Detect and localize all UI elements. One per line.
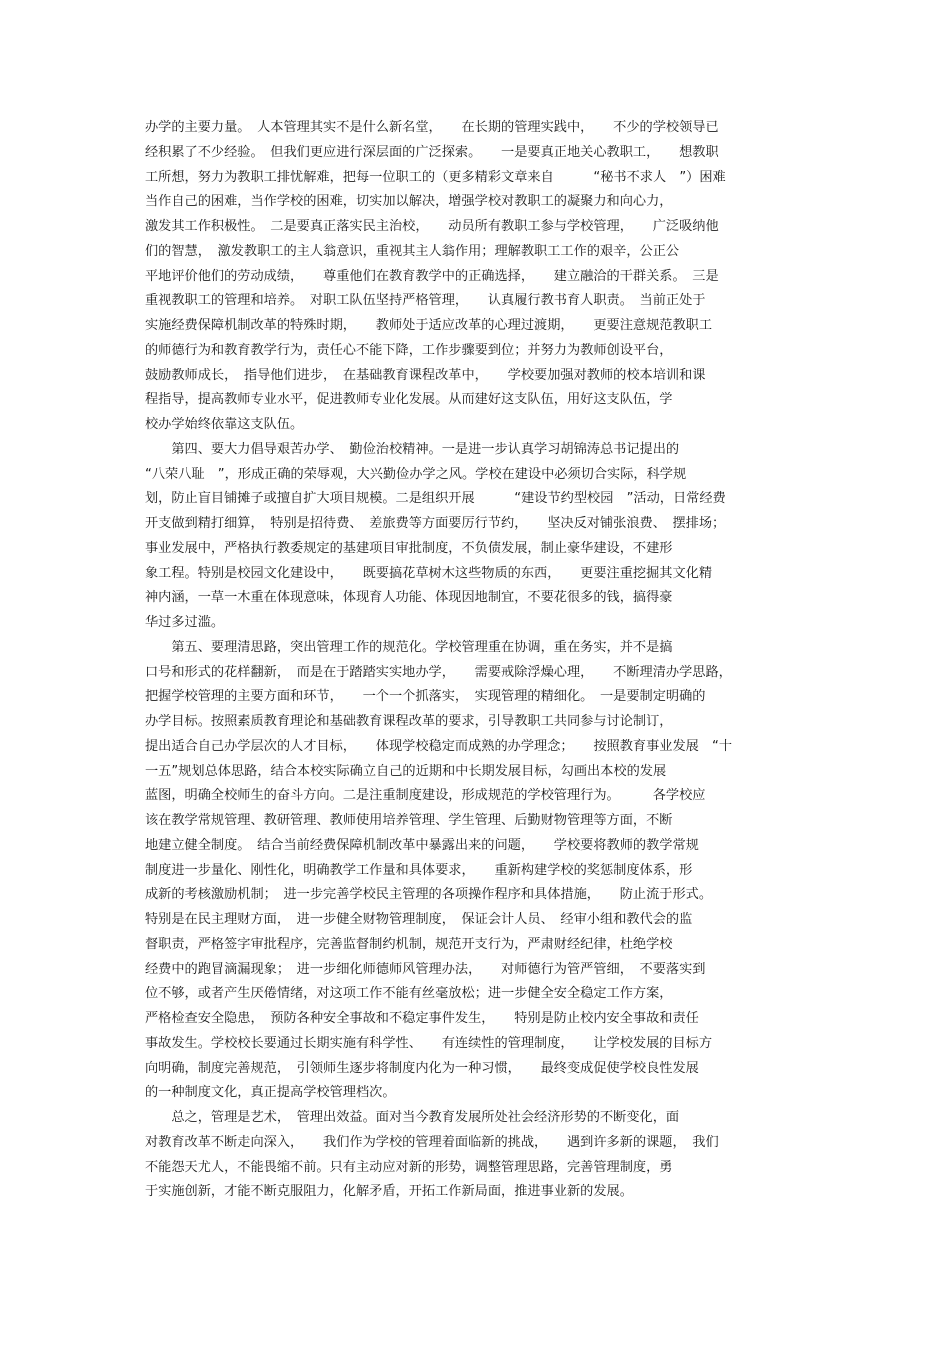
text-line: 口号和形式的花样翻新， 而是在于踏踏实实地办学， 需要戒除浮燥心理， 不断理清办学思路， [145,664,732,680]
text-line: 重视教职工的管理和培养。 对职工队伍坚持严格管理， 认真履行教书育人职责。 当前正处于 [145,293,706,309]
text-line: 神内涵，一草一木重在体现意味，体现育人功能、体现因地制宜，不要花很多的钱，搞得豪 [145,590,673,606]
text-line: 校办学始终依靠这支队伍。 [145,417,304,432]
text-line: 严格检查安全隐患， 预防各种安全事故和不稳定事件发生， 特别是防止校内安全事故和责任 [145,1011,699,1026]
text-line: 制度进一步量化、刚性化，明确教学工作量和具体要求， 重新构建学校的奖惩制度体系，形 [145,862,693,878]
text-line: 工所想，努力为教职工排忧解难，把每一位职工的（更多精彩文章来自 “秘书不求人 ”）困难 [145,169,726,185]
text-line: 特别是在民主理财方面， 进一步健全财物管理制度， 保证会计人员、 经审小组和教代会的监 [145,912,693,927]
text-line: 划，防止盲目铺摊子或擅自扩大项目规模。二是组织开展 “建设节约型校园 ”活动，日常经费 [145,491,726,507]
document-body [145,116,810,1205]
text-line: 地建立健全制度。 结合当前经费保障机制改革中暴露出来的问题， 学校要将教师的教学常规 [145,837,699,853]
text-line: 提出适合自己办学层次的人才目标， 体现学校稳定而成熟的办学理念； 按照教育事业发展 “十 [145,738,733,754]
text-line: 蓝图，明确全校师生的奋斗方向。二是注重制度建设，形成规范的学校管理行为。 各学校应 [145,788,706,804]
text-line: 实施经费保障机制改革的特殊时期， 教师处于适应改革的心理过渡期， 更要注意规范教职工 [145,318,713,333]
text-line: 华过多过滥。 [145,615,225,630]
text-line: 鼓励教师成长， 指导他们进步， 在基础教育课程改革中， 学校要加强对教师的校本培训和课 [145,367,706,383]
text-line: 办学目标。按照素质教育理论和基础教育课程改革的要求，引导教职工共同参与讨论制订， [145,714,673,729]
text-line: 经费中的跑冒滴漏现象； 进一步细化师德师风管理办法， 对师德行为管严管细， 不要落实到 [145,961,706,977]
text-line: “八荣八耻 ”，形成正确的荣辱观，大兴勤俭办学之风。学校在建设中必须切合实际，科学规 [145,466,687,482]
text-line: 程指导，提高教师专业水平，促进教师专业化发展。从而建好这支队伍，用好这支队伍，学 [145,392,673,408]
text-line: 激发其工作积极性。 二是要真正落实民主治校， 动员所有教职工参与学校管理， 广泛吸纳他 [145,219,719,234]
text-line: 位不够，或者产生厌倦情绪，对这项工作不能有丝毫放松；进一步健全安全稳定工作方案， [145,986,673,1002]
text-line: 经积累了不少经验。 但我们更应进行深层面的广泛探索。 一是要真正地关心教职工， 想教职 [145,144,719,160]
text-line: 该在教学常规管理、教研管理、教师使用培养管理、学生管理、后勤财物管理等方面，不断 [145,813,673,828]
text-line: 事业发展中，严格执行教委规定的基建项目审批制度，不负债发展，制止豪华建设，不建形 [145,540,673,556]
text-line: 开支做到精打细算， 特别是招待费、 差旅费等方面要厉行节约， 坚决反对铺张浪费、 摆排场； [145,516,726,531]
text-line: 的一种制度文化，真正提高学校管理档次。 [145,1085,396,1101]
text-line: 第五、要理清思路，突出管理工作的规范化。学校管理重在协调，重在务实，并不是搞 [145,639,673,655]
text-line: 于实施创新，才能不断克服阻力，化解矛盾，开拓工作新局面，推进事业新的发展。 [145,1184,633,1200]
text-line: 事故发生。学校校长要通过长期实施有科学性、 有连续性的管理制度， 让学校发展的目标方 [145,1035,713,1051]
text-line: 向明确，制度完善规范， 引领师生逐步将制度内化为一种习惯， 最终变成促使学校良性发展 [145,1060,699,1076]
text-line: 平地评价他们的劳动成绩， 尊重他们在教育教学中的正确选择， 建立融洽的干群关系。 三是 [145,268,719,284]
text-line: 不能怨天尤人，不能畏缩不前。只有主动应对新的形势，调整管理思路，完善管理制度，勇 [145,1159,673,1175]
text-line: 办学的主要力量。 人本管理其实不是什么新名堂， 在长期的管理实践中， 不少的学校领导已 [145,120,719,135]
text-line: 当作自己的困难，当作学校的困难，切实加以解决，增强学校对教职工的凝聚力和向心力， [145,194,673,210]
text-line: 一五”规划总体思路，结合本校实际确立自己的近期和中长期发展目标，勾画出本校的发展 [145,763,667,779]
text-line: 的师德行为和教育教学行为，责任心不能下降，工作步骤要到位；并努力为教师创设平台， [145,342,673,358]
text-line: 象工程。特别是校园文化建设中， 既要搞花草树木这些物质的东西， 更要注重挖掘其文化精 [145,565,713,581]
text-line: 督职责，严格签字审批程序，完善监督制约机制，规范开支行为，严肃财经纪律，杜绝学校 [145,936,673,952]
text-line: 把握学校管理的主要方面和环节， 一个一个抓落实， 实现管理的精细化。 一是要制定明确的 [145,689,706,705]
text-line: 成新的考核激励机制； 进一步完善学校民主管理的各项操作程序和具体措施， 防止流于形式。 [145,887,713,903]
text-line: 第四、要大力倡导艰苦办学、 勤俭治校精神。一是进一步认真学习胡锦涛总书记提出的 [145,441,680,457]
text-line: 们的智慧， 激发教职工的主人翁意识，重视其主人翁作用；理解教职工工作的艰辛，公正公 [145,243,680,259]
text-line: 对教育改革不断走向深入， 我们作为学校的管理着面临新的挑战， 遇到许多新的课题， 我们 [145,1134,719,1150]
text-line: 总之，管理是艺术， 管理出效益。面对当今教育发展所处社会经济形势的不断变化，面 [145,1110,680,1125]
